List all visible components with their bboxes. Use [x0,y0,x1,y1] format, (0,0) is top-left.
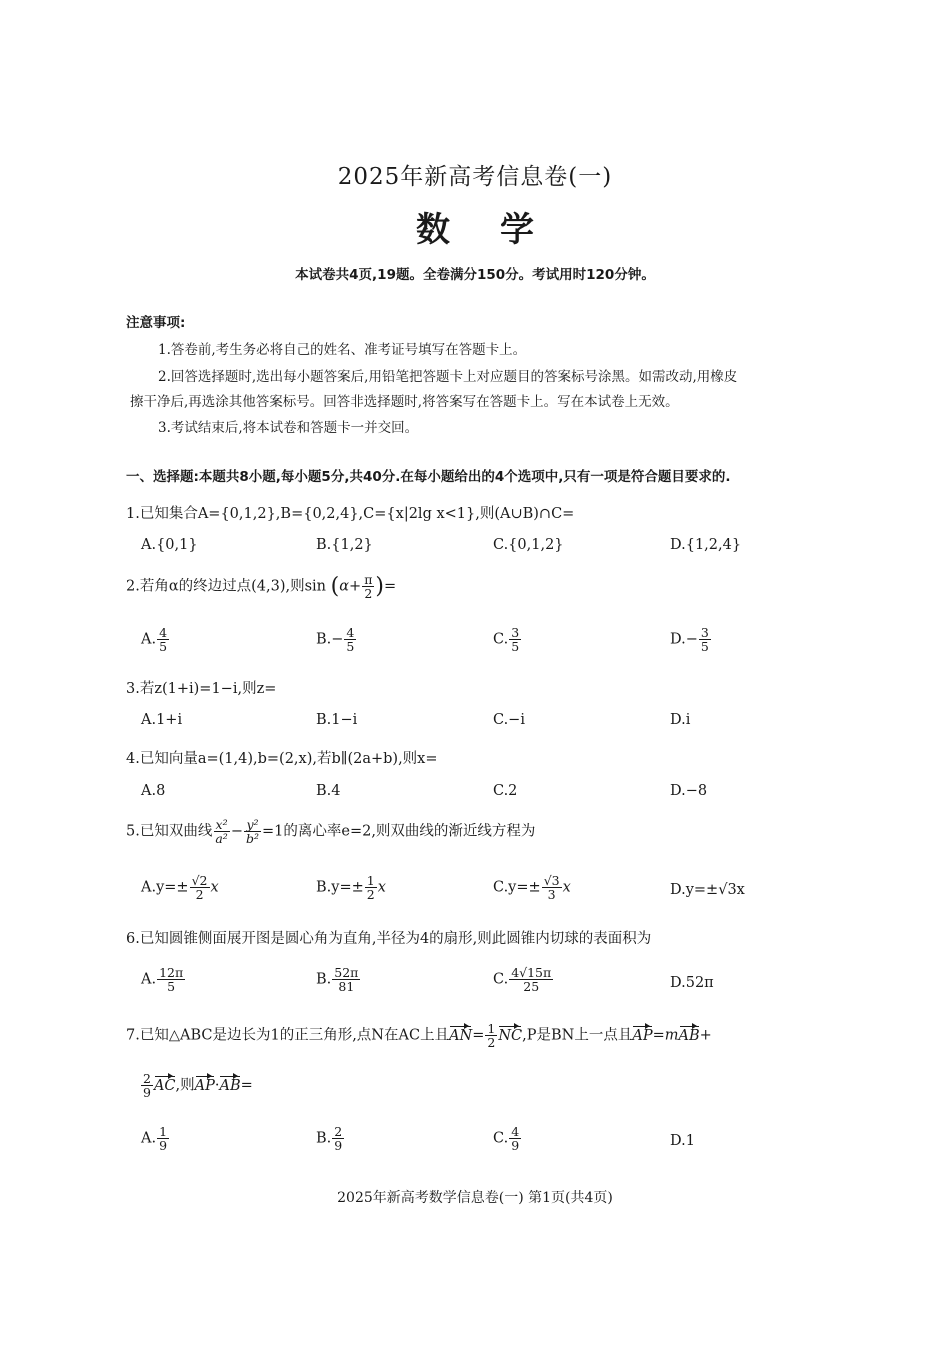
q7-text-b: ,P是BN上一点且 [522,1027,633,1044]
q6-option-b: B. $\frac{52\pi}{81}$ [316,965,359,995]
question-7-stem-line-1 [126,1022,712,1049]
q5-minus: − [230,823,243,840]
q2-text: 2.若角α的终边过点(4,3),则sin [126,578,327,595]
q5-text-b: =1的离心率e=2,则双曲线的渐近线方程为 [261,823,536,840]
q5-x2-over-a2: $\frac{\text{x²}}{\text{a²}}$ [215,817,228,847]
q2-option-a: A. $\frac{4}{5}$ [141,625,168,655]
notice-item-3: 3.考试结束后,将本试卷和答题卡一并交回。 [158,420,419,436]
question-2-stem [126,573,396,600]
q7-plus: + [699,1027,712,1044]
question-4-stem: 4.已知向量a=(1,4),b=(2,x),若b∥(2a+b),则x= [126,751,438,767]
q6-option-a: A. $\frac{12\pi}{5}$ [141,965,184,995]
q2-option-c: C. $\frac{3}{5}$ [493,625,520,655]
q1-option-c: C.{0,1,2} [493,537,564,553]
q2-right-paren: ) [375,574,384,600]
q7-coef: $\frac{2}{9}$ [143,1071,151,1101]
section-heading: 一、选择题:本题共8小题,每小题5分,共40分.在每小题给出的4个选项中,只有一项是符合题目要求的. [126,469,731,485]
q5-option-c: C.y=± $\frac{√3}{3}$ x [493,873,571,903]
q7-eq2: =m [652,1027,679,1044]
q7-half: $\frac{1}{2}$ [487,1021,496,1051]
q1-option-b: B.{1,2} [316,537,373,553]
q7-eq1: = [472,1027,485,1044]
q5-option-b: B.y=± $\frac{1}{2}$ x [316,873,386,903]
question-3-stem: 3.若z(1+i)=1−i,则z= [126,681,277,697]
notice-item-2b: 擦干净后,再选涂其他答案标号。回答非选择题时,将答案写在答题卡上。写在本试卷上无效。 [130,394,679,410]
q2-left-paren: ( [330,574,340,600]
q2-option-d: D.− $\frac{3}{5}$ [670,625,709,655]
q3-option-a: A.1+i [141,712,183,728]
q2-pi-over-2: $\frac{\pi}{2}$ [364,572,373,602]
vector-AP: AP [632,1027,653,1044]
question-5-stem [126,818,535,845]
q6-option-d: D.52π [670,975,714,991]
notice-item-1: 1.答卷前,考生务必将自己的姓名、准考证号填写在答题卡上。 [158,342,527,358]
q3-option-b: B.1−i [316,712,358,728]
subject-title: 数学 [416,210,584,250]
vector-AB-2: AB [219,1077,241,1094]
q7-option-d: D.1 [670,1133,695,1149]
vector-AC: AC [153,1077,176,1094]
q4-option-c: C.2 [493,783,518,799]
exam-info: 本试卷共4页,19题。全卷满分150分。考试用时120分钟。 [295,267,655,283]
q7-option-a: A. $\frac{1}{9}$ [141,1124,168,1154]
q5-option-a: A.y=± $\frac{√2}{2}$ x [141,873,219,903]
q1-option-a: A.{0,1} [141,537,198,553]
q5-y2-over-b2: $\frac{\text{y²}}{\text{b²}}$ [245,817,259,847]
q7-text-a: 7.已知△ABC是边长为1的正三角形,点N在AC上且 [126,1027,450,1044]
q7-option-b: B. $\frac{2}{9}$ [316,1124,343,1154]
q3-option-d: D.i [670,712,691,728]
notice-item-2a: 2.回答选择题时,选出每小题答案后,用铅笔把答题卡上对应题目的答案标号涂黑。如需改动,用橡皮 [158,369,738,385]
q5-text-a: 5.已知双曲线 [126,823,213,840]
q7-text-c: ,则 [175,1077,195,1094]
q2-eq: = [384,578,397,595]
vector-AB: AB [678,1027,700,1044]
vector-NC: NC [498,1027,523,1044]
paper-title: 2025年新高考信息卷(一) [337,164,613,190]
q3-option-c: C.−i [493,712,525,728]
q2-alpha: α+ [339,578,362,595]
question-7-stem-line-2 [140,1072,253,1099]
q7-eq3: = [240,1077,253,1094]
q7-option-c: C. $\frac{4}{9}$ [493,1124,520,1154]
q7-dot: · [214,1077,220,1094]
q4-option-a: A.8 [141,783,166,799]
q5-option-d: D.y=±√3x [670,882,745,898]
vector-AN: AN [449,1027,473,1044]
vector-AP-2: AP [194,1077,215,1094]
q1-option-d: D.{1,2,4} [670,537,742,553]
q4-option-d: D.−8 [670,783,708,799]
page-footer: 2025年新高考数学信息卷(一) 第1页(共4页) [337,1190,613,1206]
question-1-stem: 1.已知集合A={0,1,2},B={0,2,4},C={x|2lg x<1},则(A∪B)∩C= [126,506,575,522]
question-6-stem: 6.已知圆锥侧面展开图是圆心角为直角,半径为4的扇形,则此圆锥内切球的表面积为 [126,931,652,947]
q4-option-b: B.4 [316,783,341,799]
q6-option-c: C. $\frac{4√15\pi}{25}$ [493,965,552,995]
notice-heading: 注意事项: [126,315,186,331]
q2-option-b: B.− $\frac{4}{5}$ [316,625,355,655]
